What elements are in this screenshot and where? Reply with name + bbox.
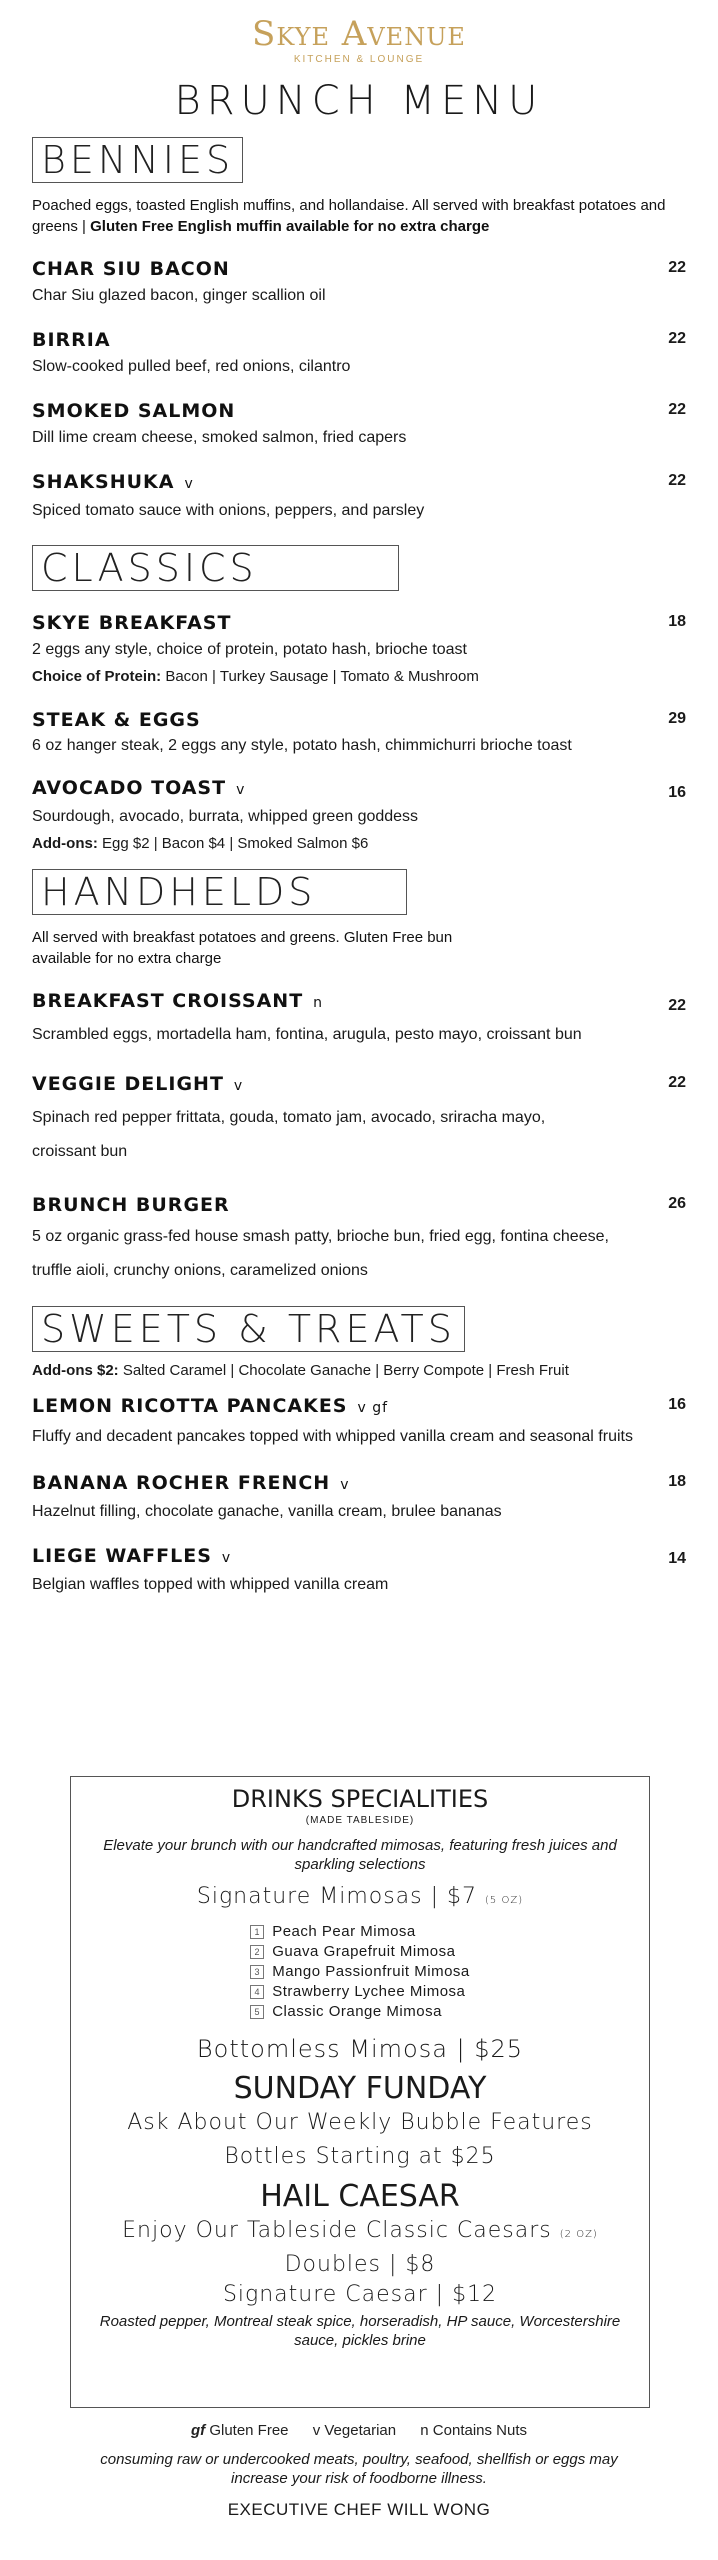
item-desc: Spinach red pepper frittata, gouda, tomato jam, avocado, sriracha mayo, croissant bun: [32, 1109, 546, 1160]
item-price: 29: [668, 710, 686, 727]
mimosa-heading: Signature Mimosas | $7 (5 OZ): [196, 1884, 524, 1909]
contains-nuts-icon: n: [420, 2422, 429, 2439]
item-name: BRUNCH BURGER: [32, 1194, 230, 1216]
menu-item: [32, 470, 686, 523]
item-price: 26: [668, 1195, 686, 1212]
caesar-desc: Roasted pepper, Montreal steak spice, horseradish, HP sauce, Worcestershire sauce, pickles brine: [99, 2313, 621, 2349]
menu-item: [32, 1544, 686, 1597]
item-name: SKYE BREAKFAST: [32, 612, 232, 634]
item-name: BIRRIA: [32, 329, 111, 351]
legend-gluten-free: gf Gluten Free: [190, 2422, 289, 2439]
section-handhelds: [32, 869, 686, 1288]
item-name: BREAKFAST CROISSANT n: [32, 990, 324, 1012]
item-desc: Hazelnut filling, chocolate ganache, vanilla cream, brulee bananas: [32, 1503, 502, 1520]
item-name: LIEGE WAFFLES v: [32, 1545, 232, 1567]
brand-logo: [32, 0, 686, 65]
item-desc: Dill lime cream cheese, smoked salmon, fried capers: [32, 429, 407, 446]
legend-nuts: n Contains Nuts: [420, 2422, 528, 2439]
hail-caesar-title: HAIL CAESAR: [260, 2179, 460, 2214]
gluten-free-icon: gf: [190, 2422, 206, 2439]
list-item: 3 Mango Passionfruit Mimosa: [250, 1962, 470, 1982]
item-name: CHAR SIU BACON: [32, 258, 230, 280]
menu-item: [32, 776, 686, 855]
item-desc: Fluffy and decadent pancakes topped with whipped vanilla cream and seasonal fruits: [32, 1428, 633, 1445]
menu-item: [32, 1193, 686, 1288]
item-name: STEAK & EGGS: [32, 709, 201, 731]
section-header: SWEETS & TREATS: [32, 1306, 465, 1352]
menu-item: [32, 328, 686, 379]
drinks-specialities-box: [70, 1776, 650, 2408]
sweets-addons: Add-ons $2: Salted Caramel | Chocolate Ganache | Berry Compote | Fresh Fruit: [32, 1362, 569, 1379]
section-intro: All served with breakfast potatoes and greens. Gluten Free bun available for no extra charge: [32, 929, 453, 967]
item-desc: Scrambled eggs, mortadella ham, fontina, arugula, pesto mayo, croissant bun: [32, 1026, 582, 1043]
section-header: CLASSICS: [32, 545, 399, 591]
caesar-doubles: Doubles | $8: [284, 2252, 436, 2277]
item-name: LEMON RICOTTA PANCAKES v gf: [32, 1395, 389, 1417]
dietary-legend: [0, 2422, 718, 2439]
vegetarian-icon: v: [184, 476, 194, 492]
bottomless-mimosa: Bottomless Mimosa | $25: [196, 2035, 524, 2063]
section-sweets: [32, 1306, 686, 1597]
funday-line: Bottles Starting at $25: [224, 2144, 496, 2169]
executive-chef: EXECUTIVE CHEF WILL WONG: [227, 2500, 491, 2519]
item-price: 14: [668, 1550, 686, 1567]
number-badge: 3: [250, 1965, 264, 1979]
number-badge: 2: [250, 1945, 264, 1959]
item-desc: 6 oz hanger steak, 2 eggs any style, potato hash, chimmichurri brioche toast: [32, 737, 572, 754]
number-badge: 1: [250, 1925, 264, 1939]
caesar-line: Enjoy Our Tableside Classic Caesars (2 OZ): [122, 2218, 598, 2243]
item-name: BANANA ROCHER FRENCH v: [32, 1472, 350, 1494]
item-price: 22: [668, 401, 686, 418]
item-desc: 5 oz organic grass-fed house smash patty, brioche bun, fried egg, fontina cheese, truffle aioli, crunchy onions, caramelized onions: [32, 1228, 609, 1279]
list-item: 5 Classic Orange Mimosa: [250, 2002, 470, 2022]
item-desc: 2 eggs any style, choice of protein, potato hash, brioche toast: [32, 641, 467, 658]
item-price: 22: [668, 472, 686, 489]
item-price: 18: [668, 613, 686, 630]
number-badge: 4: [250, 1985, 264, 1999]
item-price: 16: [668, 1396, 686, 1413]
menu-item: [32, 611, 686, 688]
food-safety-warning: consuming raw or undercooked meats, poultry, seafood, shellfish or eggs may increase your risk of foodborne illness.: [100, 2451, 618, 2487]
item-extra: Choice of Protein: Bacon | Turkey Sausage | Tomato & Mushroom: [32, 668, 479, 685]
contains-nuts-icon: n: [313, 995, 324, 1011]
vegetarian-icon: v: [233, 1078, 244, 1094]
vegetarian-icon: v: [312, 2422, 321, 2439]
item-desc: Spiced tomato sauce with onions, peppers, and parsley: [32, 502, 425, 519]
menu-item: [32, 1072, 686, 1169]
section-intro: Poached eggs, toasted English muffins, and hollandaise. All served with breakfast potatoes and greens | Gluten Free English muffin available for no extra charge: [32, 197, 666, 235]
item-desc: Belgian waffles topped with whipped vanilla cream: [32, 1576, 389, 1593]
item-price: 18: [668, 1473, 686, 1490]
list-item: 1 Peach Pear Mimosa: [250, 1922, 470, 1942]
item-name: VEGGIE DELIGHT v: [32, 1073, 244, 1095]
mimosa-list: [250, 1922, 470, 2022]
item-price: 16: [668, 784, 686, 801]
number-badge: 5: [250, 2005, 264, 2019]
section-bennies: [32, 137, 686, 523]
menu-item: [32, 1471, 686, 1524]
list-item: 2 Guava Grapefruit Mimosa: [250, 1942, 470, 1962]
sunday-funday-title: SUNDAY FUNDAY: [233, 2071, 487, 2106]
section-classics: [32, 545, 686, 855]
item-name: AVOCADO TOAST v: [32, 777, 246, 799]
item-price: 22: [668, 259, 686, 276]
item-desc: Slow-cooked pulled beef, red onions, cilantro: [32, 358, 351, 375]
funday-line: Ask About Our Weekly Bubble Features: [127, 2110, 593, 2135]
legend-vegetarian: v Vegetarian: [312, 2422, 397, 2439]
section-header: BENNIES: [32, 137, 243, 183]
item-desc: Char Siu glazed bacon, ginger scallion oil: [32, 287, 326, 304]
item-name: SMOKED SALMON: [32, 400, 236, 422]
section-header: HANDHELDS: [32, 869, 407, 915]
caesar-signature: Signature Caesar | $12: [222, 2282, 498, 2307]
menu-item: [32, 257, 686, 308]
drinks-subtitle: (MADE TABLESIDE): [305, 1815, 415, 1826]
vegetarian-icon: v: [221, 1550, 232, 1566]
item-extra: Add-ons: Egg $2 | Bacon $4 | Smoked Salmon $6: [32, 835, 369, 852]
item-desc: Sourdough, avocado, burrata, whipped green goddess: [32, 808, 419, 825]
list-item: 4 Strawberry Lychee Mimosa: [250, 1982, 470, 2002]
item-price: 22: [668, 997, 686, 1014]
vegetarian-gluten-free-icon: v gf: [357, 1400, 389, 1416]
brand-subtitle: KITCHEN & LOUNGE: [293, 54, 425, 65]
drinks-title: DRINKS SPECIALITIES: [231, 1785, 489, 1813]
drinks-intro: Elevate your brunch with our handcrafted mimosas, featuring fresh juices and sparkling selections: [103, 1837, 617, 1873]
menu-item: [32, 399, 686, 450]
vegetarian-icon: v: [340, 1477, 350, 1493]
brand-name: Skye Avenue: [252, 14, 466, 54]
page-title: BRUNCH MENU: [174, 78, 544, 124]
item-price: 22: [668, 1074, 686, 1091]
item-price: 22: [668, 330, 686, 347]
menu-item: [32, 989, 686, 1052]
vegetarian-icon: v: [236, 782, 246, 798]
menu-item: [32, 708, 686, 756]
item-name: SHAKSHUKA v: [32, 471, 194, 493]
menu-item: [32, 1394, 686, 1451]
